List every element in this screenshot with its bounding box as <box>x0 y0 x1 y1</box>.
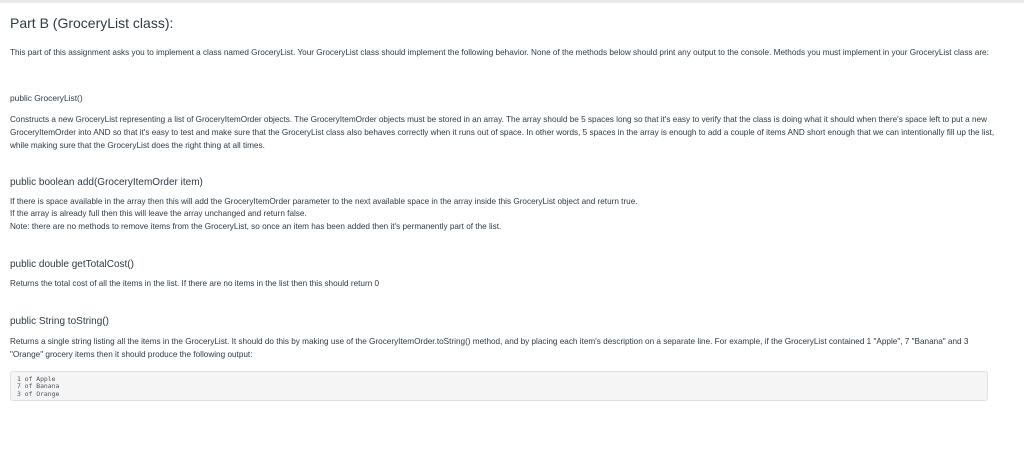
constructor-signature: public GroceryList() <box>10 93 83 103</box>
example-output-code-block <box>10 371 988 401</box>
constructor-description: Constructs a new GroceryList representing a list of GroceryItemOrder objects. The GroceryItemOrder objects must be stored in an array. The array should be 5 spaces long so that it's easy to verify that the class is doing what it should when there's space left to put a new GroceryItemOrder into AND so that it's easy to test and make sure that the GroceryList class also behaves correctly when it runs out of space. In other words, 5 spaces in the array is enough to add a couple of items AND short enough that we can intentionally fill up the list, while making sure that the GroceryList does the right thing at all times. <box>10 115 995 150</box>
total-cost-method-description: Returns the total cost of all the items in the list. If there are no items in the list then this should return 0 <box>10 278 380 288</box>
intro-paragraph: This part of this assignment asks you to implement a class named GroceryList. Your GroceryList class should implement the following behavior. None of the methods below should print any output to the console. Methods you must implement in your GroceryList class are: <box>10 48 989 57</box>
example-output-line: 3 of Orange <box>17 389 60 398</box>
example-output-line: 7 of Banana <box>17 382 60 391</box>
add-method-line-2: If the array is already full then this will leave the array unchanged and return false. <box>10 209 307 219</box>
tostring-method-description: Returns a single string listing all the items in the GroceryList. It should do this by making use of the GroceryItemOrder.toString() method, and by placing each item's description on a separate line. For example, if the GroceryList contained 1 "Apple", 7 "Banana" and 3 "Orange" grocery items then it should produce the following output: <box>10 337 969 360</box>
example-output-line: 1 of Apple <box>17 375 56 384</box>
constructor-section <box>10 92 1000 152</box>
page-title: Part B (GroceryList class): <box>10 15 174 31</box>
assignment-content <box>10 14 1000 401</box>
total-cost-method-section <box>10 258 1000 290</box>
tostring-method-section <box>10 315 1000 401</box>
add-method-signature: public boolean add(GroceryItemOrder item) <box>10 177 203 188</box>
top-border <box>0 0 1024 3</box>
add-method-line-3: Note: there are no methods to remove items from the GroceryList, so once an item has been added then it's permanently part of the list. <box>10 221 502 231</box>
add-method-line-1: If there is space available in the array then this will add the GroceryItemOrder parameter to the next available space in the array inside this GroceryList object and return true. <box>10 197 638 206</box>
add-method-section <box>10 176 1000 233</box>
tostring-method-signature: public String toString() <box>10 316 109 328</box>
total-cost-method-signature: public double getTotalCost() <box>10 258 134 270</box>
